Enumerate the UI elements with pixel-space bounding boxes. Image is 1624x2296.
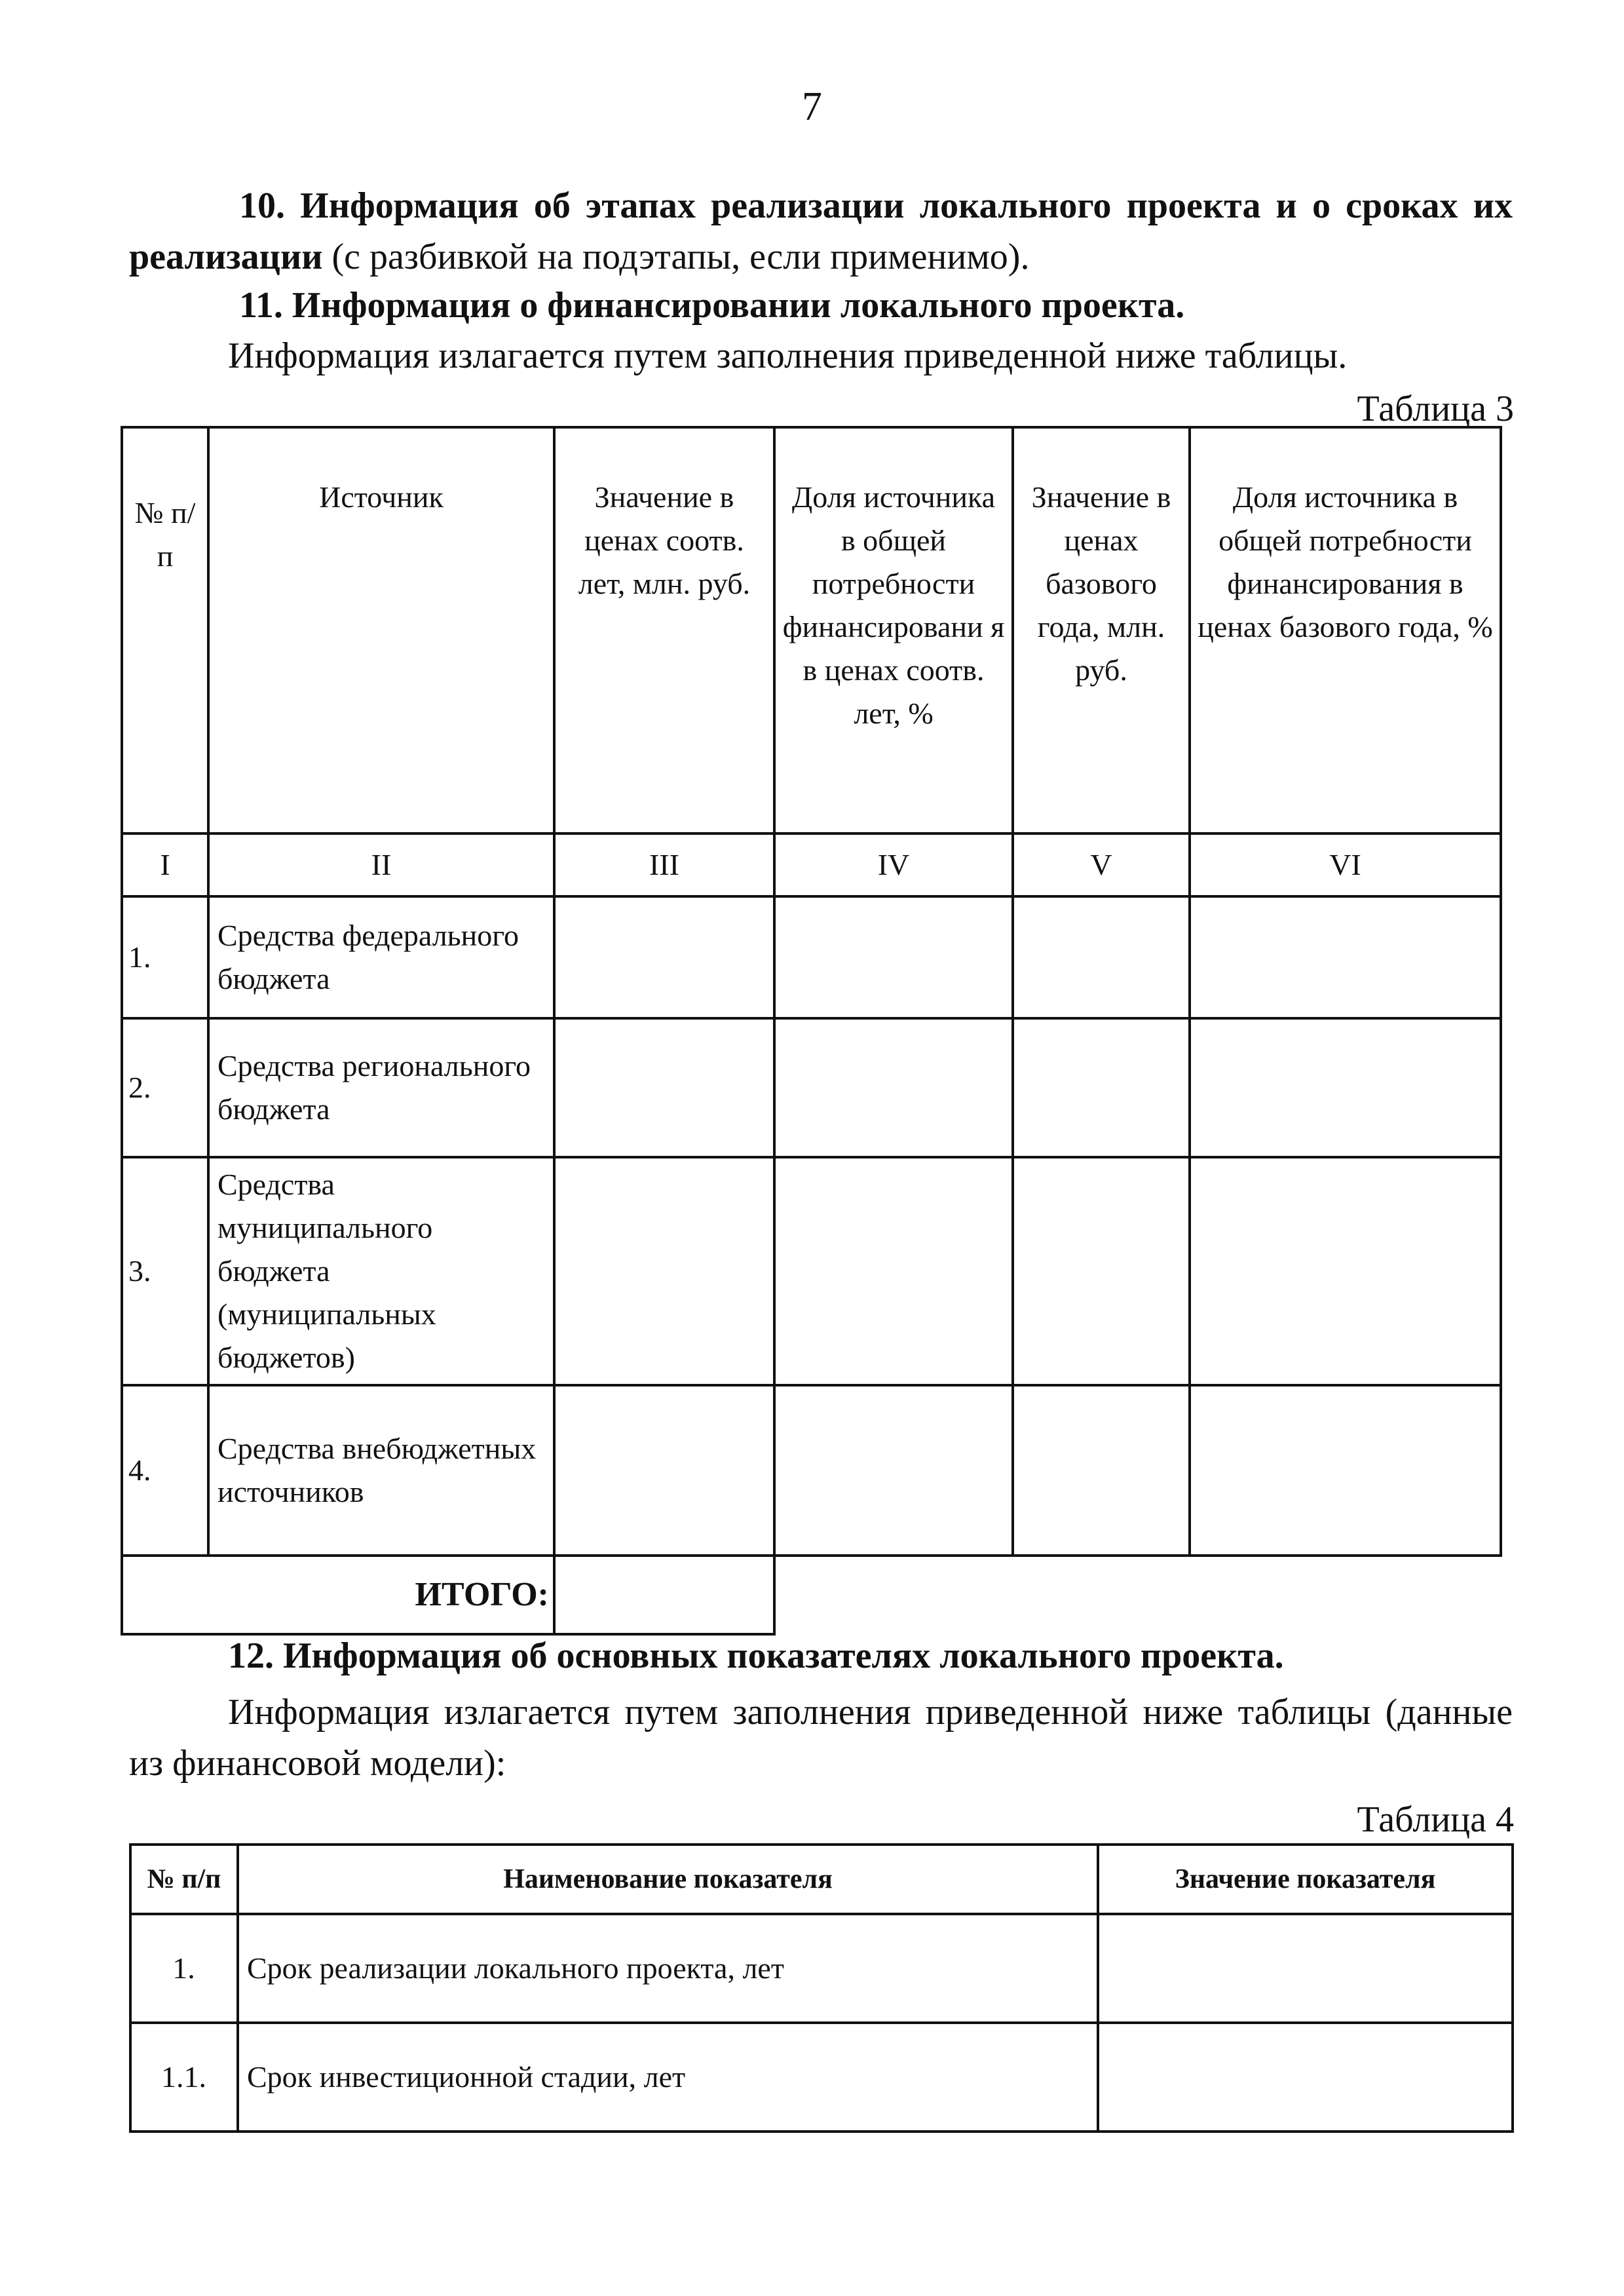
header-indicator-value: Значение показателя bbox=[1098, 1845, 1513, 1914]
empty-cell bbox=[554, 1385, 774, 1556]
indicators-table bbox=[129, 1843, 1514, 2133]
row-number: 1. bbox=[130, 1914, 238, 2023]
empty-cell bbox=[554, 1018, 774, 1157]
row-indicator-name: Срок реализации локального проекта, лет bbox=[238, 1914, 1098, 2023]
header-share-current-prices: Доля источника в общей потребности финансировани я в ценах соотв. лет, % bbox=[774, 427, 1013, 833]
total-value-cell bbox=[554, 1556, 774, 1634]
table-4-caption: Таблица 4 bbox=[1357, 1799, 1514, 1840]
empty-cell bbox=[1190, 1018, 1501, 1157]
empty-cell bbox=[1013, 896, 1190, 1018]
row-source: Средства муниципального бюджета (муниципальных бюджетов) bbox=[208, 1157, 554, 1385]
row-source: Средства внебюджетных источников bbox=[208, 1385, 554, 1556]
table-row bbox=[130, 1914, 1513, 2023]
empty-cell bbox=[1190, 1157, 1501, 1385]
header-value-current-prices: Значение в ценах соотв. лет, млн. руб. bbox=[554, 427, 774, 833]
empty-cell bbox=[1013, 1018, 1190, 1157]
row-source: Средства федерального бюджета bbox=[208, 896, 554, 1018]
empty-area bbox=[774, 1556, 1501, 1634]
empty-cell bbox=[774, 1018, 1013, 1157]
financing-table bbox=[121, 426, 1502, 1636]
table-3-roman-row bbox=[122, 833, 1501, 896]
row-number: 4. bbox=[122, 1385, 208, 1556]
section-12-title: 12. Информация об основных показателях локального проекта. bbox=[228, 1636, 1284, 1676]
table-4-header-row bbox=[130, 1845, 1513, 1914]
roman-label: V bbox=[1013, 833, 1190, 896]
table-row bbox=[122, 1385, 1501, 1556]
section-10-paragraph bbox=[129, 180, 1513, 282]
roman-label: II bbox=[208, 833, 554, 896]
row-number: 1.1. bbox=[130, 2023, 238, 2132]
table-3-header-row bbox=[122, 427, 1501, 833]
roman-label: VI bbox=[1190, 833, 1501, 896]
header-indicator-name: Наименование показателя bbox=[238, 1845, 1098, 1914]
empty-cell bbox=[774, 896, 1013, 1018]
total-row bbox=[122, 1556, 1501, 1634]
row-source: Средства регионального бюджета bbox=[208, 1018, 554, 1157]
empty-cell bbox=[1013, 1157, 1190, 1385]
table-row bbox=[122, 896, 1501, 1018]
row-indicator-name: Срок инвестиционной стадии, лет bbox=[238, 2023, 1098, 2132]
total-label: ИТОГО: bbox=[122, 1556, 554, 1634]
table-row bbox=[122, 1157, 1501, 1385]
row-number: 3. bbox=[122, 1157, 208, 1385]
table-3-caption: Таблица 3 bbox=[1357, 389, 1514, 429]
roman-label: I bbox=[122, 833, 208, 896]
row-number: 2. bbox=[122, 1018, 208, 1157]
section-12-intro: Информация излагается путем заполнения приведенной ниже таблицы (данные из финансовой модели): bbox=[129, 1692, 1513, 1784]
empty-cell bbox=[1190, 896, 1501, 1018]
header-source: Источник bbox=[208, 427, 554, 833]
empty-cell bbox=[1013, 1385, 1190, 1556]
page-number: 7 bbox=[802, 85, 822, 129]
row-number: 1. bbox=[122, 896, 208, 1018]
header-share-base-year: Доля источника в общей потребности финансирования в ценах базового года, % bbox=[1190, 427, 1501, 833]
empty-cell bbox=[1098, 2023, 1513, 2132]
header-number: № п/п bbox=[122, 427, 208, 833]
empty-cell bbox=[774, 1385, 1013, 1556]
section-11-title: 11. Информация о финансировании локального проекта. bbox=[239, 285, 1185, 326]
table-row bbox=[122, 1018, 1501, 1157]
empty-cell bbox=[554, 1157, 774, 1385]
section-10-note: (с разбивкой на подэтапы, если применимо). bbox=[322, 237, 1030, 277]
empty-cell bbox=[774, 1157, 1013, 1385]
roman-label: IV bbox=[774, 833, 1013, 896]
roman-label: III bbox=[554, 833, 774, 896]
empty-cell bbox=[1190, 1385, 1501, 1556]
table-row bbox=[130, 2023, 1513, 2132]
section-11-intro: Информация излагается путем заполнения приведенной ниже таблицы. bbox=[228, 335, 1348, 376]
empty-cell bbox=[554, 896, 774, 1018]
empty-cell bbox=[1098, 1914, 1513, 2023]
header-value-base-year: Значение в ценах базового года, млн. руб. bbox=[1013, 427, 1190, 833]
header-number: № п/п bbox=[130, 1845, 238, 1914]
section-10-title: 10. Информация об этапах реализации локального проекта и о сроках их реализации bbox=[129, 185, 1513, 277]
